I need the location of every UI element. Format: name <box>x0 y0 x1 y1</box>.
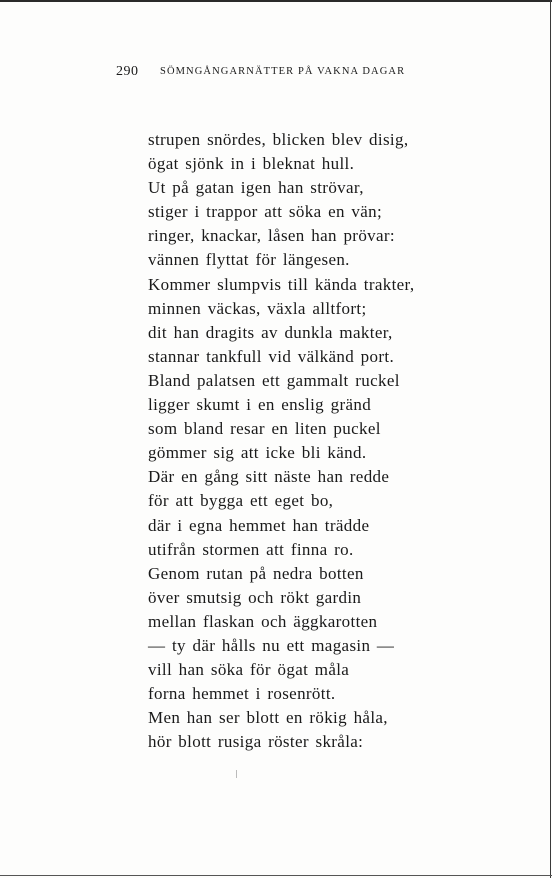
poem-line: utifrån stormen att finna ro. <box>148 539 354 559</box>
poem-line: gömmer sig att icke bli känd. <box>148 443 367 463</box>
poem-line: mellan flaskan och äggkarotten <box>148 611 378 631</box>
poem-line: Där en gång sitt näste han redde <box>148 467 390 487</box>
poem-line: ligger skumt i en enslig gränd <box>148 395 372 415</box>
poem-line: minnen väckas, växla alltfort; <box>148 298 367 318</box>
bottom-edge-rule <box>0 875 552 876</box>
poem-line: hör blott rusiga röster skråla: <box>148 732 364 752</box>
page-header <box>116 64 446 84</box>
top-edge-rule <box>0 0 552 2</box>
poem-line: stiger i trappor att söka en vän; <box>148 202 383 222</box>
poem-line: där i egna hemmet han trädde <box>148 515 370 535</box>
poem-text <box>148 128 458 754</box>
right-edge-rule <box>550 0 551 878</box>
poem-line: för att bygga ett eget bo, <box>148 491 334 511</box>
poem-line: forna hemmet i rosenrött. <box>148 684 336 704</box>
poem-line: Ut på gatan igen han strövar, <box>148 178 364 198</box>
poem-line: ringer, knackar, låsen han prövar: <box>148 226 395 246</box>
poem-line: som bland resar en liten puckel <box>148 419 381 439</box>
running-title: SÖMNGÅNGARNÄTTER PÅ VAKNA DAGAR <box>160 66 406 77</box>
poem-line: vill han söka för ögat måla <box>148 660 350 680</box>
poem-line: strupen snördes, blicken blev disig, <box>148 130 409 149</box>
poem-line: stannar tankfull vid välkänd port. <box>148 346 395 366</box>
poem-line: Genom rutan på nedra botten <box>148 563 364 583</box>
poem-line: — ty där hålls nu ett magasin — <box>148 635 395 655</box>
poem-line: vännen flyttat för längesen. <box>148 250 350 270</box>
poem-line: Men han ser blott en rökig håla, <box>148 708 388 728</box>
poem-line: över smutsig och rökt gardin <box>148 587 362 607</box>
poem-line: ögat sjönk in i bleknat hull. <box>148 154 355 174</box>
page-number: 290 <box>116 64 139 79</box>
poem-line: Bland palatsen ett gammalt ruckel <box>148 370 400 390</box>
paper-speck <box>236 770 237 778</box>
poem-line: dit han dragits av dunkla makter, <box>148 322 393 342</box>
poem-line: Kommer slumpvis till kända trakter, <box>148 274 415 294</box>
